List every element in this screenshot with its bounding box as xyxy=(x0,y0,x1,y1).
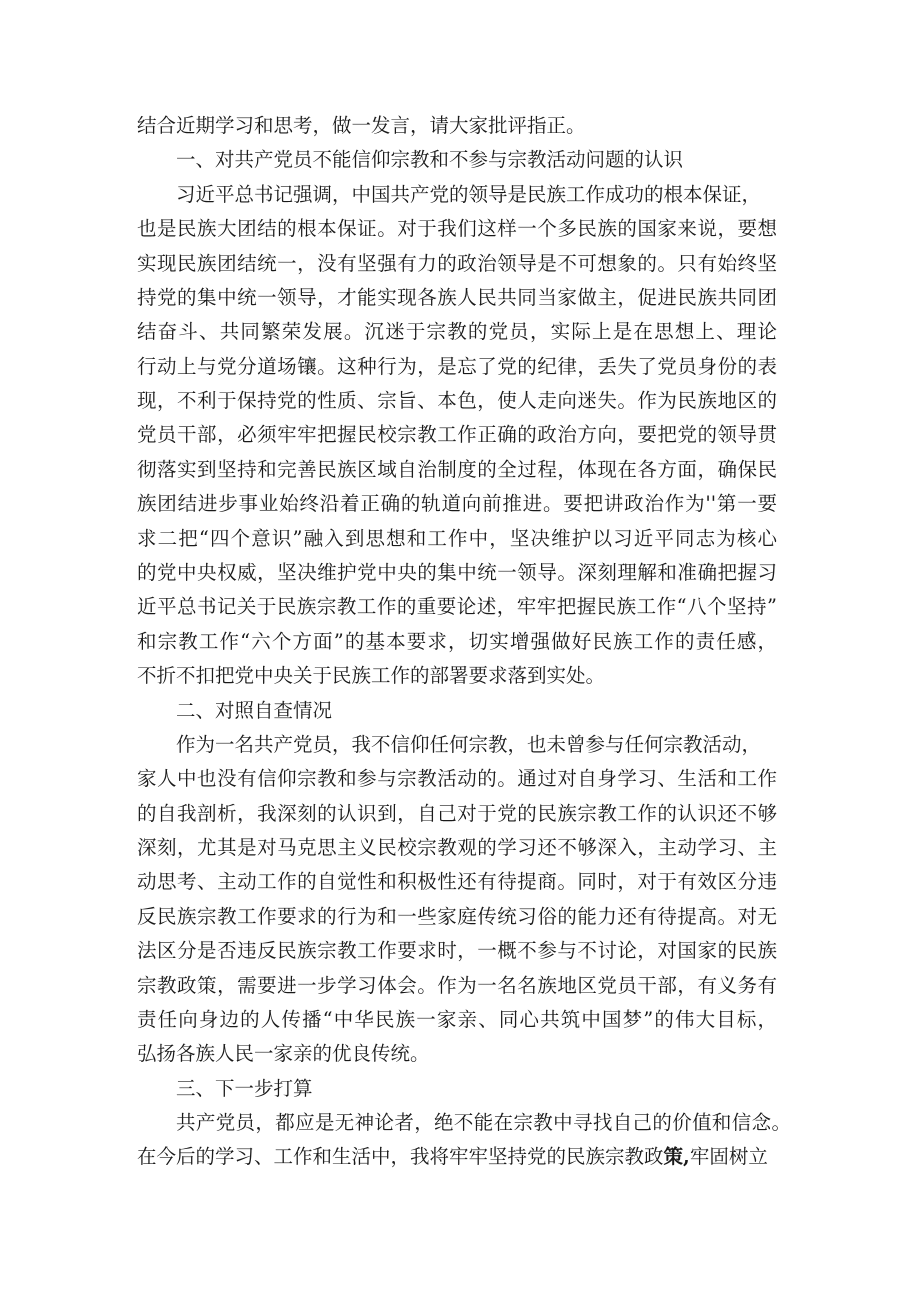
section1-line: 族团结进步事业始终沿着正确的轨道向前推进。要把讲政治作为''第一要 xyxy=(137,492,777,515)
section1-line: 彻落实到坚持和完善民族区域自治制度的全过程，体现在各方面，确保民 xyxy=(137,458,777,481)
section3-line2-bold-text: 策, xyxy=(663,1145,690,1168)
section3-line2-tail-text: 牢固树立 xyxy=(689,1145,768,1168)
section1-line: 现，不利于保持党的性质、宗旨、本色，使人走向迷失。作为民族地区的 xyxy=(137,389,777,412)
section2-line: 深刻，尤其是对马克思主义民校宗教观的学习还不够深入，主动学习、主 xyxy=(137,836,777,859)
section3-heading: 三、下一步打算 xyxy=(176,1077,313,1100)
section2-line: 作为一名共产党员，我不信仰任何宗教，也未曾参与任何宗教活动， xyxy=(176,733,762,756)
section1-line: 求二把“四个意识”融入到思想和工作中，坚决维护以习近平同志为核心 xyxy=(137,527,777,550)
section2-line: 弘扬各族人民一家亲的优良传统。 xyxy=(137,1042,430,1065)
section1-line: 也是民族大团结的根本保证。对于我们这样一个多民族的国家来说，要想 xyxy=(137,217,777,240)
section1-heading: 一、对共产党员不能信仰宗教和不参与宗教活动问题的认识 xyxy=(176,148,684,171)
section2-line: 宗教政策，需要进一步学习体会。作为一名名族地区党员干部，有义务有 xyxy=(137,974,777,997)
section1-line: 持党的集中统一领导，才能实现各族人民共同当家做主，促进民族共同团 xyxy=(137,286,777,309)
intro-tail-line: 结合近期学习和思考，做一发言，请大家批评指正。 xyxy=(137,114,586,137)
section2-line: 的自我剖析，我深刻的认识到，自己对于党的民族宗教工作的认识还不够 xyxy=(137,802,777,825)
section3-line2-text: 在今后的学习、工作和生活中，我将牢牢坚持党的民族宗教政 xyxy=(137,1145,664,1168)
section1-line: 行动上与党分道场镶。这种行为，是忘了党的纪律，丢失了党员身份的表 xyxy=(137,355,777,378)
section1-line: 党员干部，必须牢牢把握民校宗教工作正确的政治方向，要把党的领导贯 xyxy=(137,423,777,446)
section1-line: 和宗教工作“六个方面”的基本要求，切实增强做好民族工作的责任感， xyxy=(137,630,777,653)
section1-line: 近平总书记关于民族宗教工作的重要论述，牢牢把握民族工作“八个坚持” xyxy=(137,595,777,618)
section1-line: 实现民族团结统一，没有坚强有力的政治领导是不可想象的。只有始终坚 xyxy=(137,252,777,275)
section1-line: 习近平总书记强调，中国共产党的领导是民族工作成功的根本保证， xyxy=(176,183,762,206)
section2-heading: 二、对照自查情况 xyxy=(176,699,333,722)
section2-line: 动思考、主动工作的自觉性和积极性还有待提商。同时，对于有效区分违 xyxy=(137,870,777,893)
section3-line xyxy=(137,1143,768,1171)
section2-line: 家人中也没有信仰宗教和参与宗教活动的。通过对自身学习、生活和工作 xyxy=(137,767,777,790)
section3-line: 共产党员，都应是无神论者，绝不能在宗教中寻找自己的价值和信念。 xyxy=(176,1111,791,1134)
section1-line: 不折不扣把党中央关于民族工作的部署要求落到实处。 xyxy=(137,664,606,687)
section1-line: 的党中央权威，坚决维护党中央的集中统一领导。深刻理解和准确把握习 xyxy=(137,561,777,584)
section2-line: 法区分是否违反民族宗教工作要求时，一概不参与不讨论，对国家的民族 xyxy=(137,939,777,962)
section2-line: 反民族宗教工作要求的行为和一些家庭传统习俗的能力还有待提高。对无 xyxy=(137,905,777,928)
section1-line: 结奋斗、共同繁荣发展。沉迷于宗教的党员，实际上是在思想上、理论 xyxy=(137,320,777,343)
section2-line: 责任向身边的人传播“中华民族一家亲、同心共筑中国梦”的伟大目标， xyxy=(137,1008,777,1031)
